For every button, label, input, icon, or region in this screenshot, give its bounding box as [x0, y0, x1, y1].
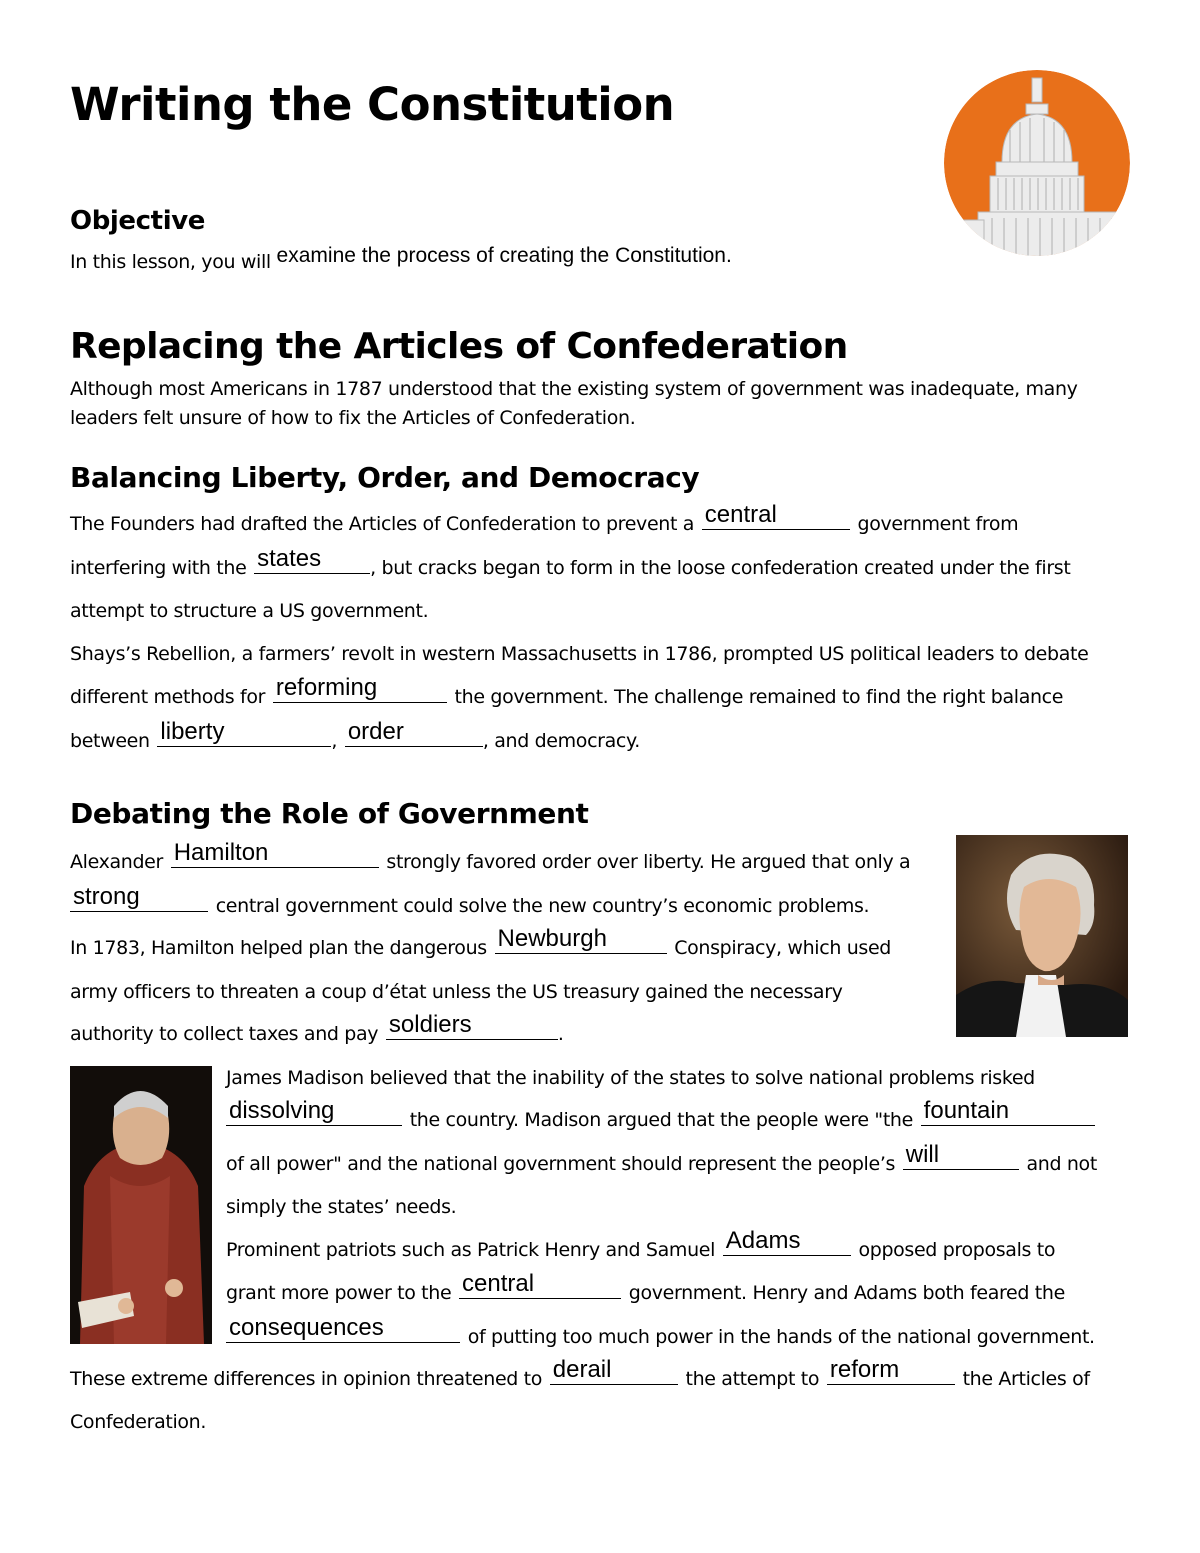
text-fragment: ,	[331, 730, 338, 752]
text-fragment: government. Henry and Adams both feared the	[628, 1282, 1065, 1304]
text-fragment: opposed proposals to	[858, 1239, 1056, 1261]
answer-blank[interactable]	[921, 1097, 1095, 1126]
page-title: Writing the Constitution	[70, 78, 675, 131]
paragraph-line: simply the states’ needs.	[226, 1196, 457, 1218]
fill-line	[226, 1271, 1065, 1315]
answer-text: Adams	[725, 1227, 801, 1254]
answer-text: order	[347, 718, 404, 745]
answer-text: consequences	[229, 1314, 384, 1341]
answer-text: states	[257, 545, 322, 572]
objective-lead: In this lesson, you will	[70, 251, 271, 273]
answer-blank[interactable]	[459, 1270, 621, 1299]
fill-line	[70, 926, 891, 970]
paragraph-line: attempt to structure a US government.	[70, 600, 429, 622]
objective-text	[70, 244, 732, 274]
paragraph-line: Confederation.	[70, 1411, 207, 1433]
objective-fill[interactable]: examine the process of creating the Constitution.	[276, 244, 732, 267]
answer-blank[interactable]	[226, 1097, 402, 1126]
answer-blank[interactable]	[723, 1227, 851, 1256]
text-fragment: and not	[1026, 1153, 1097, 1175]
text-fragment: The Founders had drafted the Articles of Confederation to prevent a	[70, 513, 695, 535]
text-fragment: , and democracy.	[482, 730, 640, 752]
capitol-logo	[944, 70, 1130, 256]
paragraph-line: James Madison believed that the inability of the states to solve national problems risked	[226, 1067, 1035, 1089]
answer-text: soldiers	[388, 1011, 472, 1038]
text-fragment: These extreme differences in opinion threatened to	[70, 1368, 543, 1390]
fill-line	[70, 675, 1063, 719]
text-fragment: the government. The challenge remained to find the right balance	[454, 686, 1064, 708]
answer-blank[interactable]	[254, 545, 370, 574]
answer-blank[interactable]	[345, 718, 483, 747]
text-fragment: Prominent patriots such as Patrick Henry and Samuel	[226, 1239, 716, 1261]
text-fragment: the attempt to	[685, 1368, 820, 1390]
adams-portrait	[70, 1066, 212, 1344]
answer-text: central	[704, 501, 777, 528]
answer-blank[interactable]	[903, 1141, 1019, 1170]
answer-blank[interactable]	[171, 839, 379, 868]
answer-text: central	[462, 1270, 535, 1297]
section-heading-replacing: Replacing the Articles of Confederation	[70, 326, 848, 367]
paragraph-line: Shays’s Rebellion, a farmers’ revolt in western Massachusetts in 1786, prompted US political leaders to debate	[70, 643, 1089, 665]
answer-blank[interactable]	[495, 925, 667, 954]
answer-blank[interactable]	[702, 501, 850, 530]
objective-heading: Objective	[70, 206, 205, 236]
fill-line	[226, 1315, 1095, 1359]
fill-line	[226, 1098, 1097, 1142]
fill-line	[70, 546, 1070, 590]
answer-text: Hamilton	[173, 839, 269, 866]
answer-blank[interactable]	[157, 718, 331, 747]
paragraph-line: leaders felt unsure of how to fix the Articles of Confederation.	[70, 407, 636, 429]
fill-line	[226, 1228, 1055, 1272]
fill-line	[226, 1142, 1097, 1186]
answer-text: dissolving	[229, 1097, 335, 1124]
answer-text: derail	[552, 1356, 612, 1383]
text-fragment: , but cracks began to form in the loose confederation created under the first	[370, 557, 1071, 579]
fill-line	[70, 884, 869, 928]
hamilton-portrait	[956, 835, 1128, 1037]
answer-blank[interactable]	[827, 1356, 955, 1385]
fill-line	[70, 840, 910, 884]
text-fragment: of putting too much power in the hands of the national government.	[467, 1326, 1095, 1348]
text-fragment: Alexander	[70, 851, 163, 873]
text-fragment: In 1783, Hamilton helped plan the dangerous	[70, 937, 487, 959]
text-fragment: strongly favored order over liberty. He argued that only a	[386, 851, 911, 873]
answer-text: will	[905, 1141, 940, 1168]
answer-blank[interactable]	[70, 883, 208, 912]
text-fragment: central government could solve the new country’s economic problems.	[215, 895, 870, 917]
answer-blank[interactable]	[273, 674, 447, 703]
answer-text: strong	[73, 883, 140, 910]
answer-text: fountain	[923, 1097, 1010, 1124]
answer-text: liberty	[160, 718, 225, 745]
section-heading-balancing: Balancing Liberty, Order, and Democracy	[70, 461, 700, 494]
paragraph-line: Although most Americans in 1787 understood that the existing system of government was inadequate, many	[70, 378, 1078, 400]
text-fragment: different methods for	[70, 686, 266, 708]
text-fragment: authority to collect taxes and pay	[70, 1023, 379, 1045]
text-fragment: between	[70, 730, 150, 752]
text-fragment: .	[557, 1023, 564, 1045]
answer-text: reform	[829, 1356, 900, 1383]
fill-line	[70, 502, 1018, 546]
answer-blank[interactable]	[226, 1314, 460, 1343]
answer-text: reforming	[275, 674, 378, 701]
text-fragment: the Articles of	[962, 1368, 1090, 1390]
section-heading-debating: Debating the Role of Government	[70, 797, 589, 830]
text-fragment: interfering with the	[70, 557, 247, 579]
answer-text: Newburgh	[497, 925, 607, 952]
text-fragment: government from	[857, 513, 1019, 535]
text-fragment: Conspiracy, which used	[674, 937, 892, 959]
answer-blank[interactable]	[386, 1011, 558, 1040]
text-fragment: the country. Madison argued that the people were "the	[409, 1109, 913, 1131]
paragraph-line: army officers to threaten a coup d’état unless the US treasury gained the necessary	[70, 981, 843, 1003]
fill-line	[70, 1012, 564, 1056]
fill-line	[70, 1357, 1090, 1401]
answer-blank[interactable]	[550, 1356, 678, 1385]
fill-line	[70, 719, 640, 763]
text-fragment: of all power" and the national government should represent the people’s	[226, 1153, 896, 1175]
text-fragment: grant more power to the	[226, 1282, 452, 1304]
